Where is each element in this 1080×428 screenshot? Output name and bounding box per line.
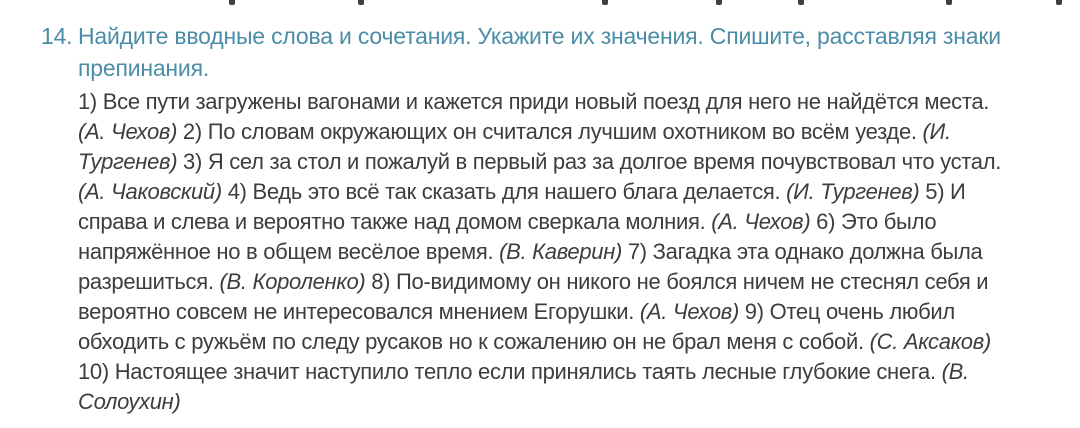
author-citation: (А. Чаковский) <box>78 179 222 204</box>
glyph-remnant <box>946 0 952 5</box>
author-citation: (И. Тургенев) <box>78 119 951 174</box>
exercise-number: 14. <box>41 23 73 49</box>
author-citation: (А. Чехов) <box>639 299 739 324</box>
glyph-remnant <box>716 0 722 5</box>
author-citation: (В. Короленко) <box>219 269 366 294</box>
sentence-text: 10) Настоящее значит наступило тепло если принялись таять лесные глубокие снега. <box>78 359 942 384</box>
glyph-remnant <box>229 0 235 5</box>
author-citation: (С. Аксаков) <box>869 329 991 354</box>
exercise-text <box>78 87 1014 417</box>
author-citation: (И. Тургенев) <box>786 179 920 204</box>
author-citation: (А. Чехов) <box>711 209 811 234</box>
author-citation: (А. Чехов) <box>78 119 178 144</box>
glyph-remnant <box>358 0 364 5</box>
exercise-title: Найдите вводные слова и сочетания. Укажите их значения. Спишите, расставляя знаки препинания. <box>78 23 1001 81</box>
author-citation: (В. Солоухин) <box>78 359 969 414</box>
clipped-text-remnant <box>0 0 1080 8</box>
exercise-block <box>41 20 1014 417</box>
sentence-text: 9) Отец очень любил обходить с ружьём по следу русаков но к сожалению он не брал меня с собой. <box>78 299 955 354</box>
glyph-remnant <box>798 0 804 5</box>
glyph-remnant <box>602 0 608 5</box>
sentence-text: 7) Загадка эта однако должна была разрешиться. <box>78 239 983 294</box>
sentence-text: 1) Все пути загружены вагонами и кажется приди новый поезд для него не найдётся места. <box>78 89 990 114</box>
sentence-text: 6) Это было напряжённое но в общем весёлое время. <box>78 209 937 264</box>
sentence-text: 5) И справа и слева и вероятно также над домом сверкала молния. <box>78 179 966 234</box>
sentence-text: 3) Я сел за стол и пожалуй в первый раз за долгое время почувствовал что устал. <box>177 149 1002 174</box>
author-citation: (В. Каверин) <box>499 239 623 264</box>
sentence-text: 4) Ведь это всё так сказать для нашего блага делается. <box>221 179 787 204</box>
sentence-text: 2) По словам окружающих он считался лучшим охотником во всём уезде. <box>177 119 923 144</box>
sentence-text: 8) По-видимому он никого не боялся ничем не стеснял себя и вероятно совсем не интересовался мнением Егорушки. <box>78 269 989 324</box>
glyph-remnant <box>1056 0 1062 5</box>
exercise-heading <box>41 20 1014 84</box>
